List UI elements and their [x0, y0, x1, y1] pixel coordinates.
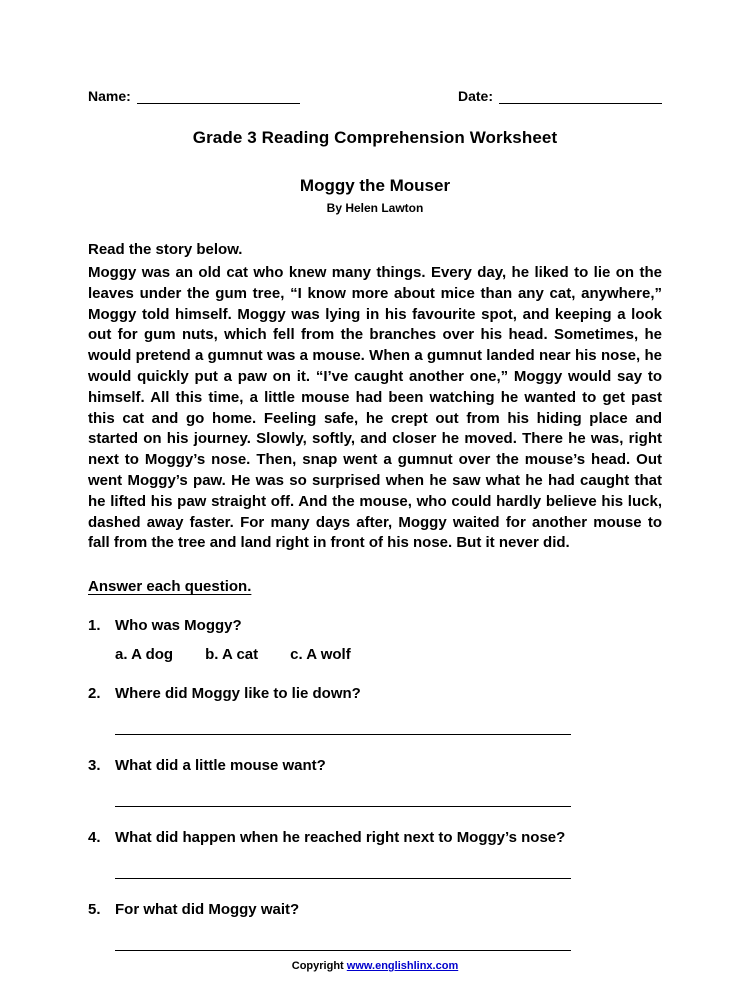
worksheet-title: Grade 3 Reading Comprehension Worksheet [192, 128, 558, 147]
question-2-answer-line [115, 717, 571, 735]
question-3-answer-line [115, 789, 571, 807]
question-3-number: 3. [88, 757, 101, 775]
question-4-answer-line [115, 861, 571, 879]
story-title: Moggy the Mouser [299, 176, 451, 195]
date-field-group [458, 88, 662, 104]
question-1-text: Who was Moggy? [115, 617, 242, 635]
footer [88, 960, 662, 972]
question-2-text: Where did Moggy like to lie down? [115, 685, 361, 703]
question-1 [88, 616, 662, 663]
question-4-text: What did happen when he reached right next to Moggy’s nose? [115, 829, 566, 847]
story-text: Moggy was an old cat who knew many things. Every day, he liked to lie on the leaves under the gum tree, “I know more about mice than any cat, anywhere,” Moggy told himself. Moggy was lying in his favourite spot, and keeping a look out for gum nuts, which fell from the branches over his head. Sometimes, he would pretend a gumnut was a mouse. When a gumnut landed near his nose, he would quickly put a paw on it. “I’ve caught another one,” Moggy would say to himself. All this time, a little mouse had been watching he wanted to get past this cat and go home. Feeling safe, he crept out from his hiding place and started on his journey. Slowly, softly, and closer he moved. There he was, right next to Moggy’s nose. Then, snap went a gumnut over the mouse’s head. Out went Moggy’s paw. He was so surprised when he saw what he had caught that he lifted his paw straight off. And the mouse, who could hardly believe his luck, dashed away faster. For many days after, Moggy waited for another mouse to fall from the tree and land right in front of his nose. But it never did. [88, 264, 662, 552]
name-field-group [88, 88, 300, 104]
copyright-label: Copyright [291, 960, 344, 973]
question-2-number: 2. [88, 685, 101, 703]
choice-b: b. A cat [205, 646, 259, 664]
question-5-number: 5. [88, 901, 101, 919]
name-blank-line [137, 88, 300, 104]
choice-c: c. A wolf [290, 646, 351, 664]
question-5 [88, 900, 662, 951]
question-3 [88, 756, 662, 807]
name-label: Name: [88, 88, 131, 104]
question-4 [88, 828, 662, 879]
question-4-number: 4. [88, 829, 101, 847]
question-2 [88, 684, 662, 735]
header-row [88, 88, 662, 104]
choice-a: a. A dog [115, 646, 174, 664]
story-byline: By Helen Lawton [326, 201, 424, 215]
answer-instruction: Answer each question. [88, 578, 252, 596]
read-instruction: Read the story below. [88, 241, 243, 258]
date-label: Date: [457, 88, 493, 104]
question-3-text: What did a little mouse want? [115, 757, 326, 775]
question-1-choices [88, 646, 662, 663]
question-5-answer-line [115, 933, 571, 951]
question-5-text: For what did Moggy wait? [115, 901, 300, 919]
date-blank-line [499, 88, 662, 104]
question-1-number: 1. [88, 617, 101, 635]
englishlinx-link[interactable]: www.englishlinx.com [346, 960, 459, 973]
